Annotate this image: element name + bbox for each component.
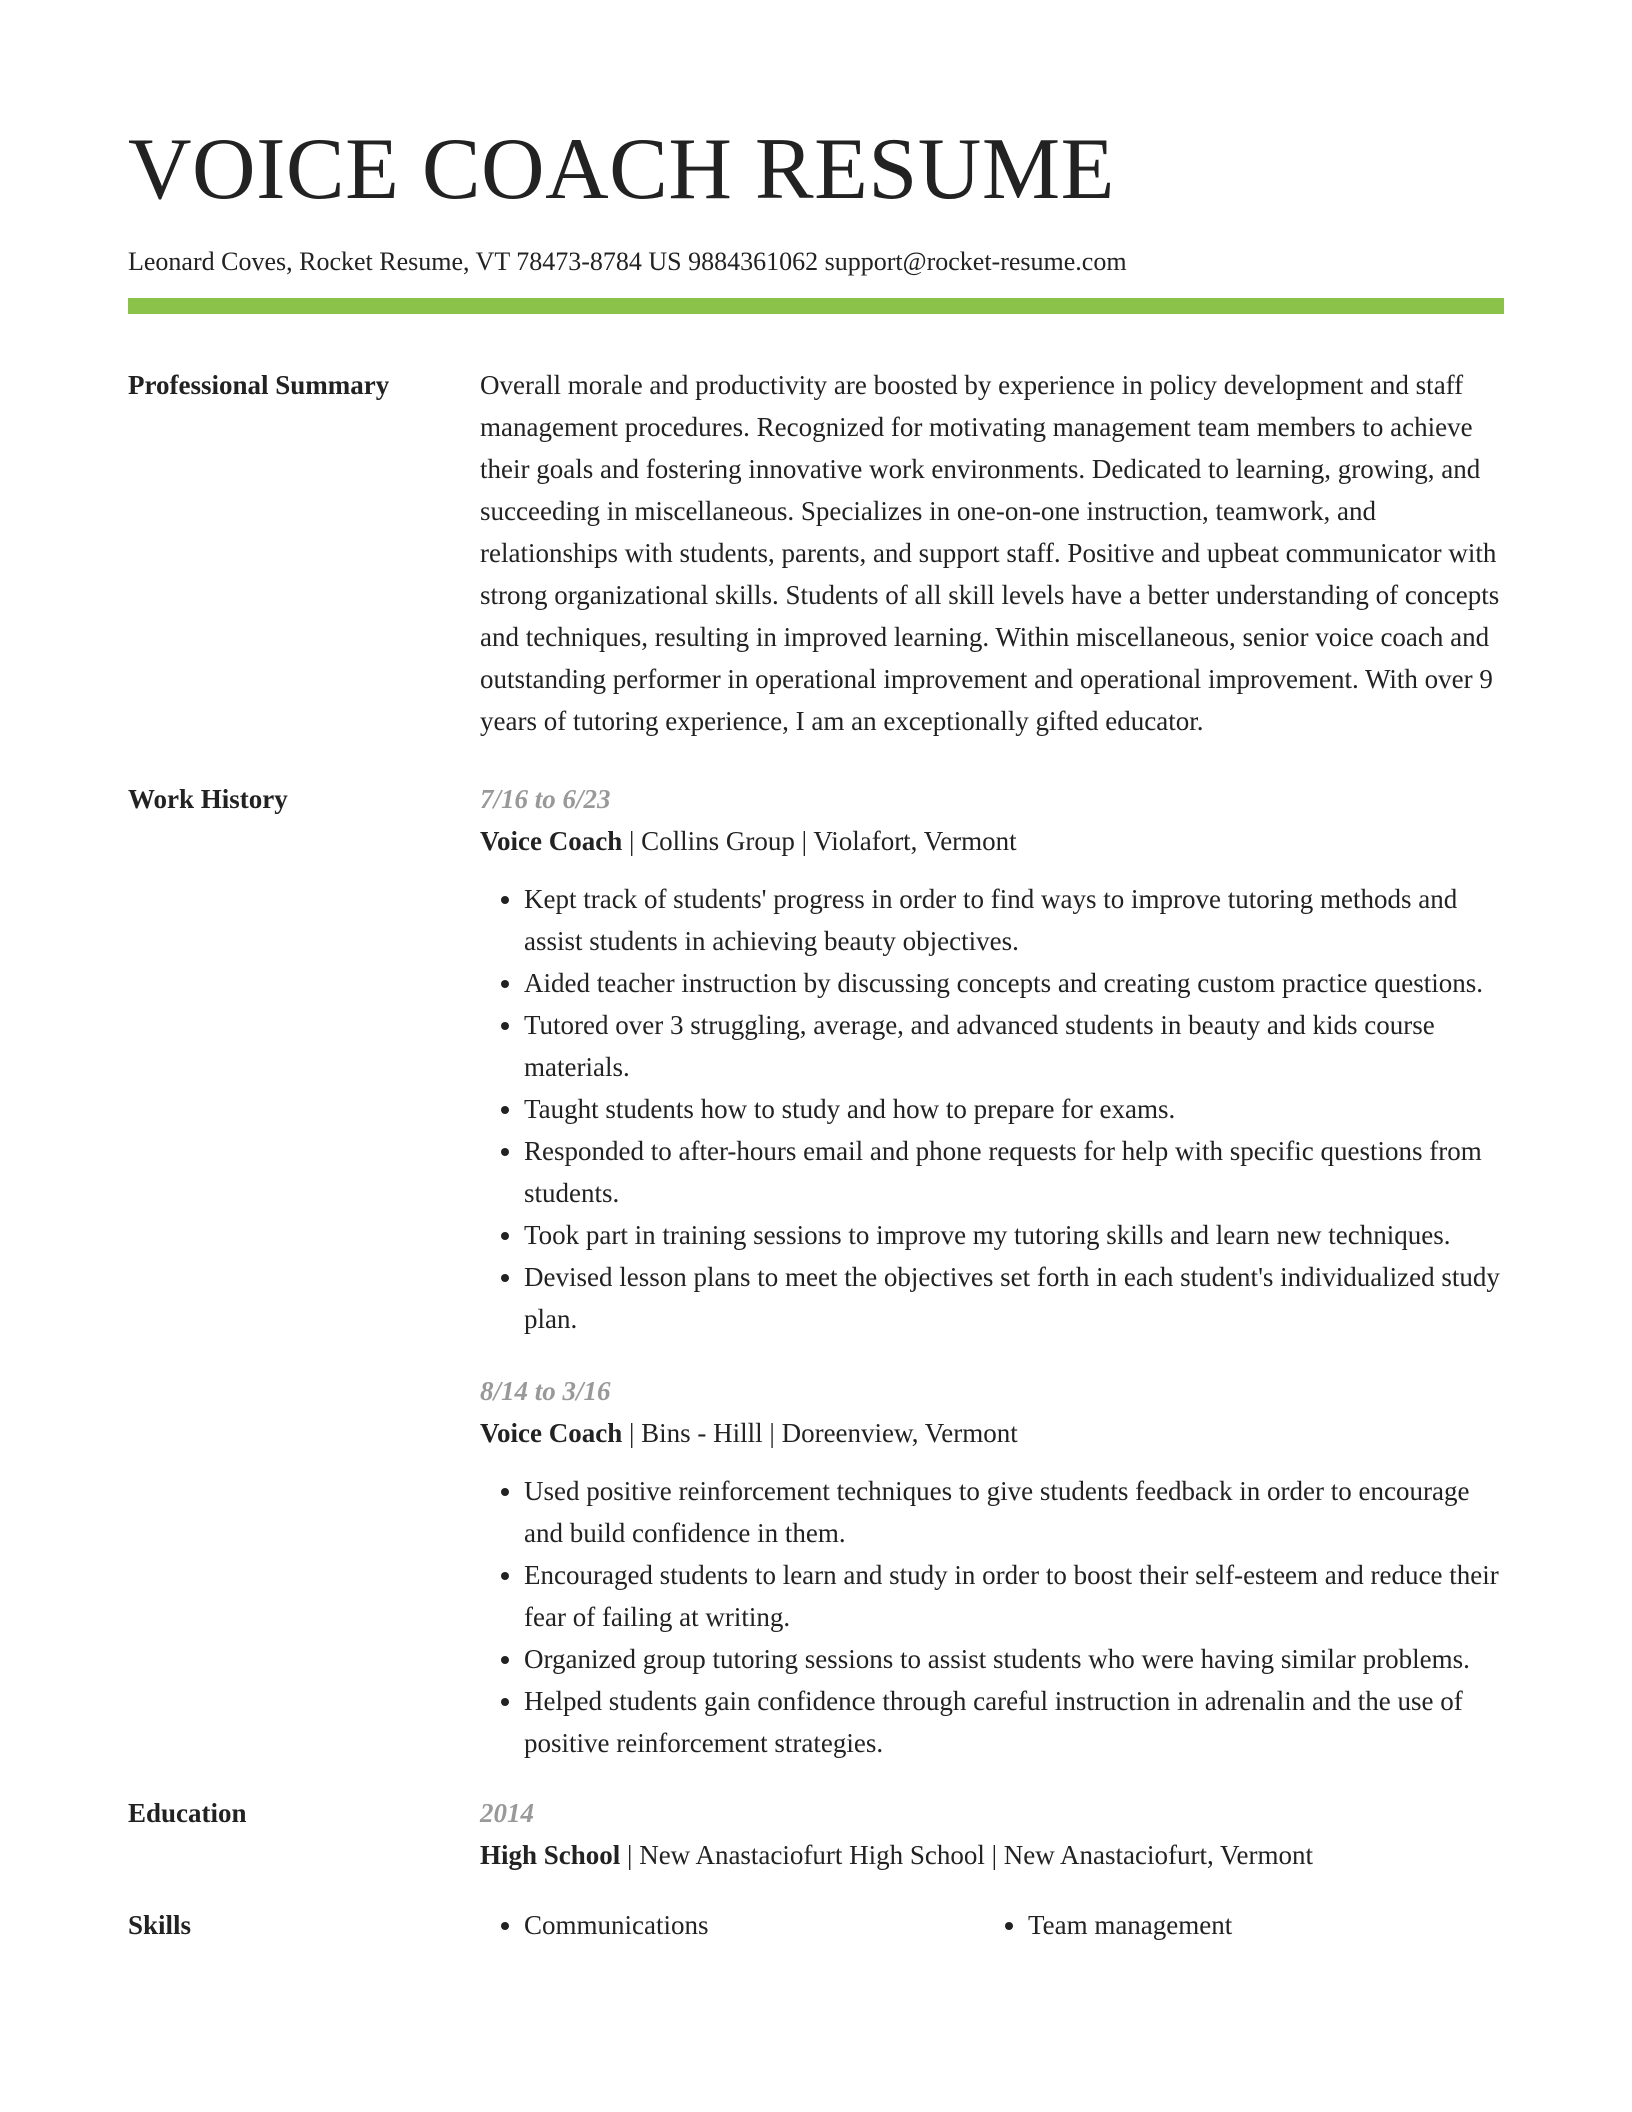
job-duty: • Helped students gain confidence through careful instruction in adrenalin and the use of positive reinforcement strategies. — [524, 1680, 1504, 1764]
job-dates: 8/14 to 3/16 — [480, 1376, 611, 1406]
skill-item: • Communications — [524, 1904, 984, 1946]
skills-section — [128, 1904, 1504, 1946]
education-year: 2014 — [480, 1798, 534, 1828]
work-history-list — [480, 778, 1504, 1764]
job-duty: • Kept track of students' progress in order to find ways to improve tutoring methods and assist students in achieving beauty objectives. — [524, 878, 1504, 962]
job-duty: • Tutored over 3 struggling, average, and advanced students in beauty and kids course materials. — [524, 1004, 1504, 1088]
skill-item: • Team management — [1028, 1904, 1488, 1946]
job-heading — [480, 1412, 1504, 1454]
resume-page — [128, 118, 1504, 1946]
education-school-location: | New Anastaciofurt High School | New Anastaciofurt, Vermont — [620, 1840, 1313, 1870]
job-duty: • Organized group tutoring sessions to assist students who were having similar problems. — [524, 1638, 1504, 1680]
job-heading — [480, 820, 1504, 862]
job-duty: • Took part in training sessions to improve my tutoring skills and learn new techniques. — [524, 1214, 1504, 1256]
summary-text: Overall morale and productivity are boosted by experience in policy development and staff management procedures. Recognized for motivating management team members to achieve their goals and fostering innovative work environments. Dedicated to learning, growing, and succeeding in miscellaneous. Specializes in one-on-one instruction, teamwork, and relationships with students, parents, and support staff. Positive and upbeat communicator with strong organizational skills. Students of all skill levels have a better understanding of concepts and techniques, resulting in improved learning. Within miscellaneous, senior voice coach and outstanding performer in operational improvement and operational improvement. With over 9 years of tutoring experience, I am an exceptionally gifted educator. — [480, 370, 1500, 736]
skills-column — [984, 1904, 1488, 1946]
skills-grid — [480, 1904, 1504, 1946]
job-duty: • Used positive reinforcement techniques to give students feedback in order to encourage and build confidence in them. — [524, 1470, 1504, 1554]
job-title: Voice Coach — [480, 826, 623, 856]
job-duty: • Devised lesson plans to meet the objectives set forth in each student's individualized study plan. — [524, 1256, 1504, 1340]
job-duty: • Responded to after-hours email and phone requests for help with specific questions from students. — [524, 1130, 1504, 1214]
job-title: Voice Coach — [480, 1418, 623, 1448]
job-entry — [480, 1370, 1504, 1764]
job-duties — [480, 1470, 1504, 1764]
job-employer-location: | Bins - Hilll | Doreenview, Vermont — [622, 1418, 1018, 1448]
education-entry — [480, 1792, 1504, 1876]
header-divider — [128, 298, 1504, 314]
education-section — [128, 1792, 1504, 1876]
skills-column — [480, 1904, 984, 1946]
job-duty: • Taught students how to study and how to prepare for exams. — [524, 1088, 1504, 1130]
job-employer-location: | Collins Group | Violafort, Vermont — [622, 826, 1017, 856]
education-degree: High School — [480, 1840, 621, 1870]
job-dates: 7/16 to 6/23 — [480, 784, 611, 814]
section-label-summary: Professional Summary — [128, 370, 390, 400]
job-entry — [480, 778, 1504, 1340]
work-history-section — [128, 778, 1504, 1764]
job-duty: • Aided teacher instruction by discussing concepts and creating custom practice questions. — [524, 962, 1504, 1004]
contact-line: Leonard Coves, Rocket Resume, VT 78473-8784 US 9884361062 support@rocket-resume.com — [128, 247, 1127, 276]
education-heading — [480, 1834, 1504, 1876]
section-label-education: Education — [128, 1798, 247, 1828]
section-label-work-history: Work History — [128, 784, 288, 814]
professional-summary-section — [128, 364, 1504, 742]
resume-title: VOICE COACH RESUME — [128, 121, 1115, 218]
section-label-skills: Skills — [128, 1910, 192, 1940]
job-duties — [480, 878, 1504, 1340]
job-duty: • Encouraged students to learn and study in order to boost their self-esteem and reduce their fear of failing at writing. — [524, 1554, 1504, 1638]
